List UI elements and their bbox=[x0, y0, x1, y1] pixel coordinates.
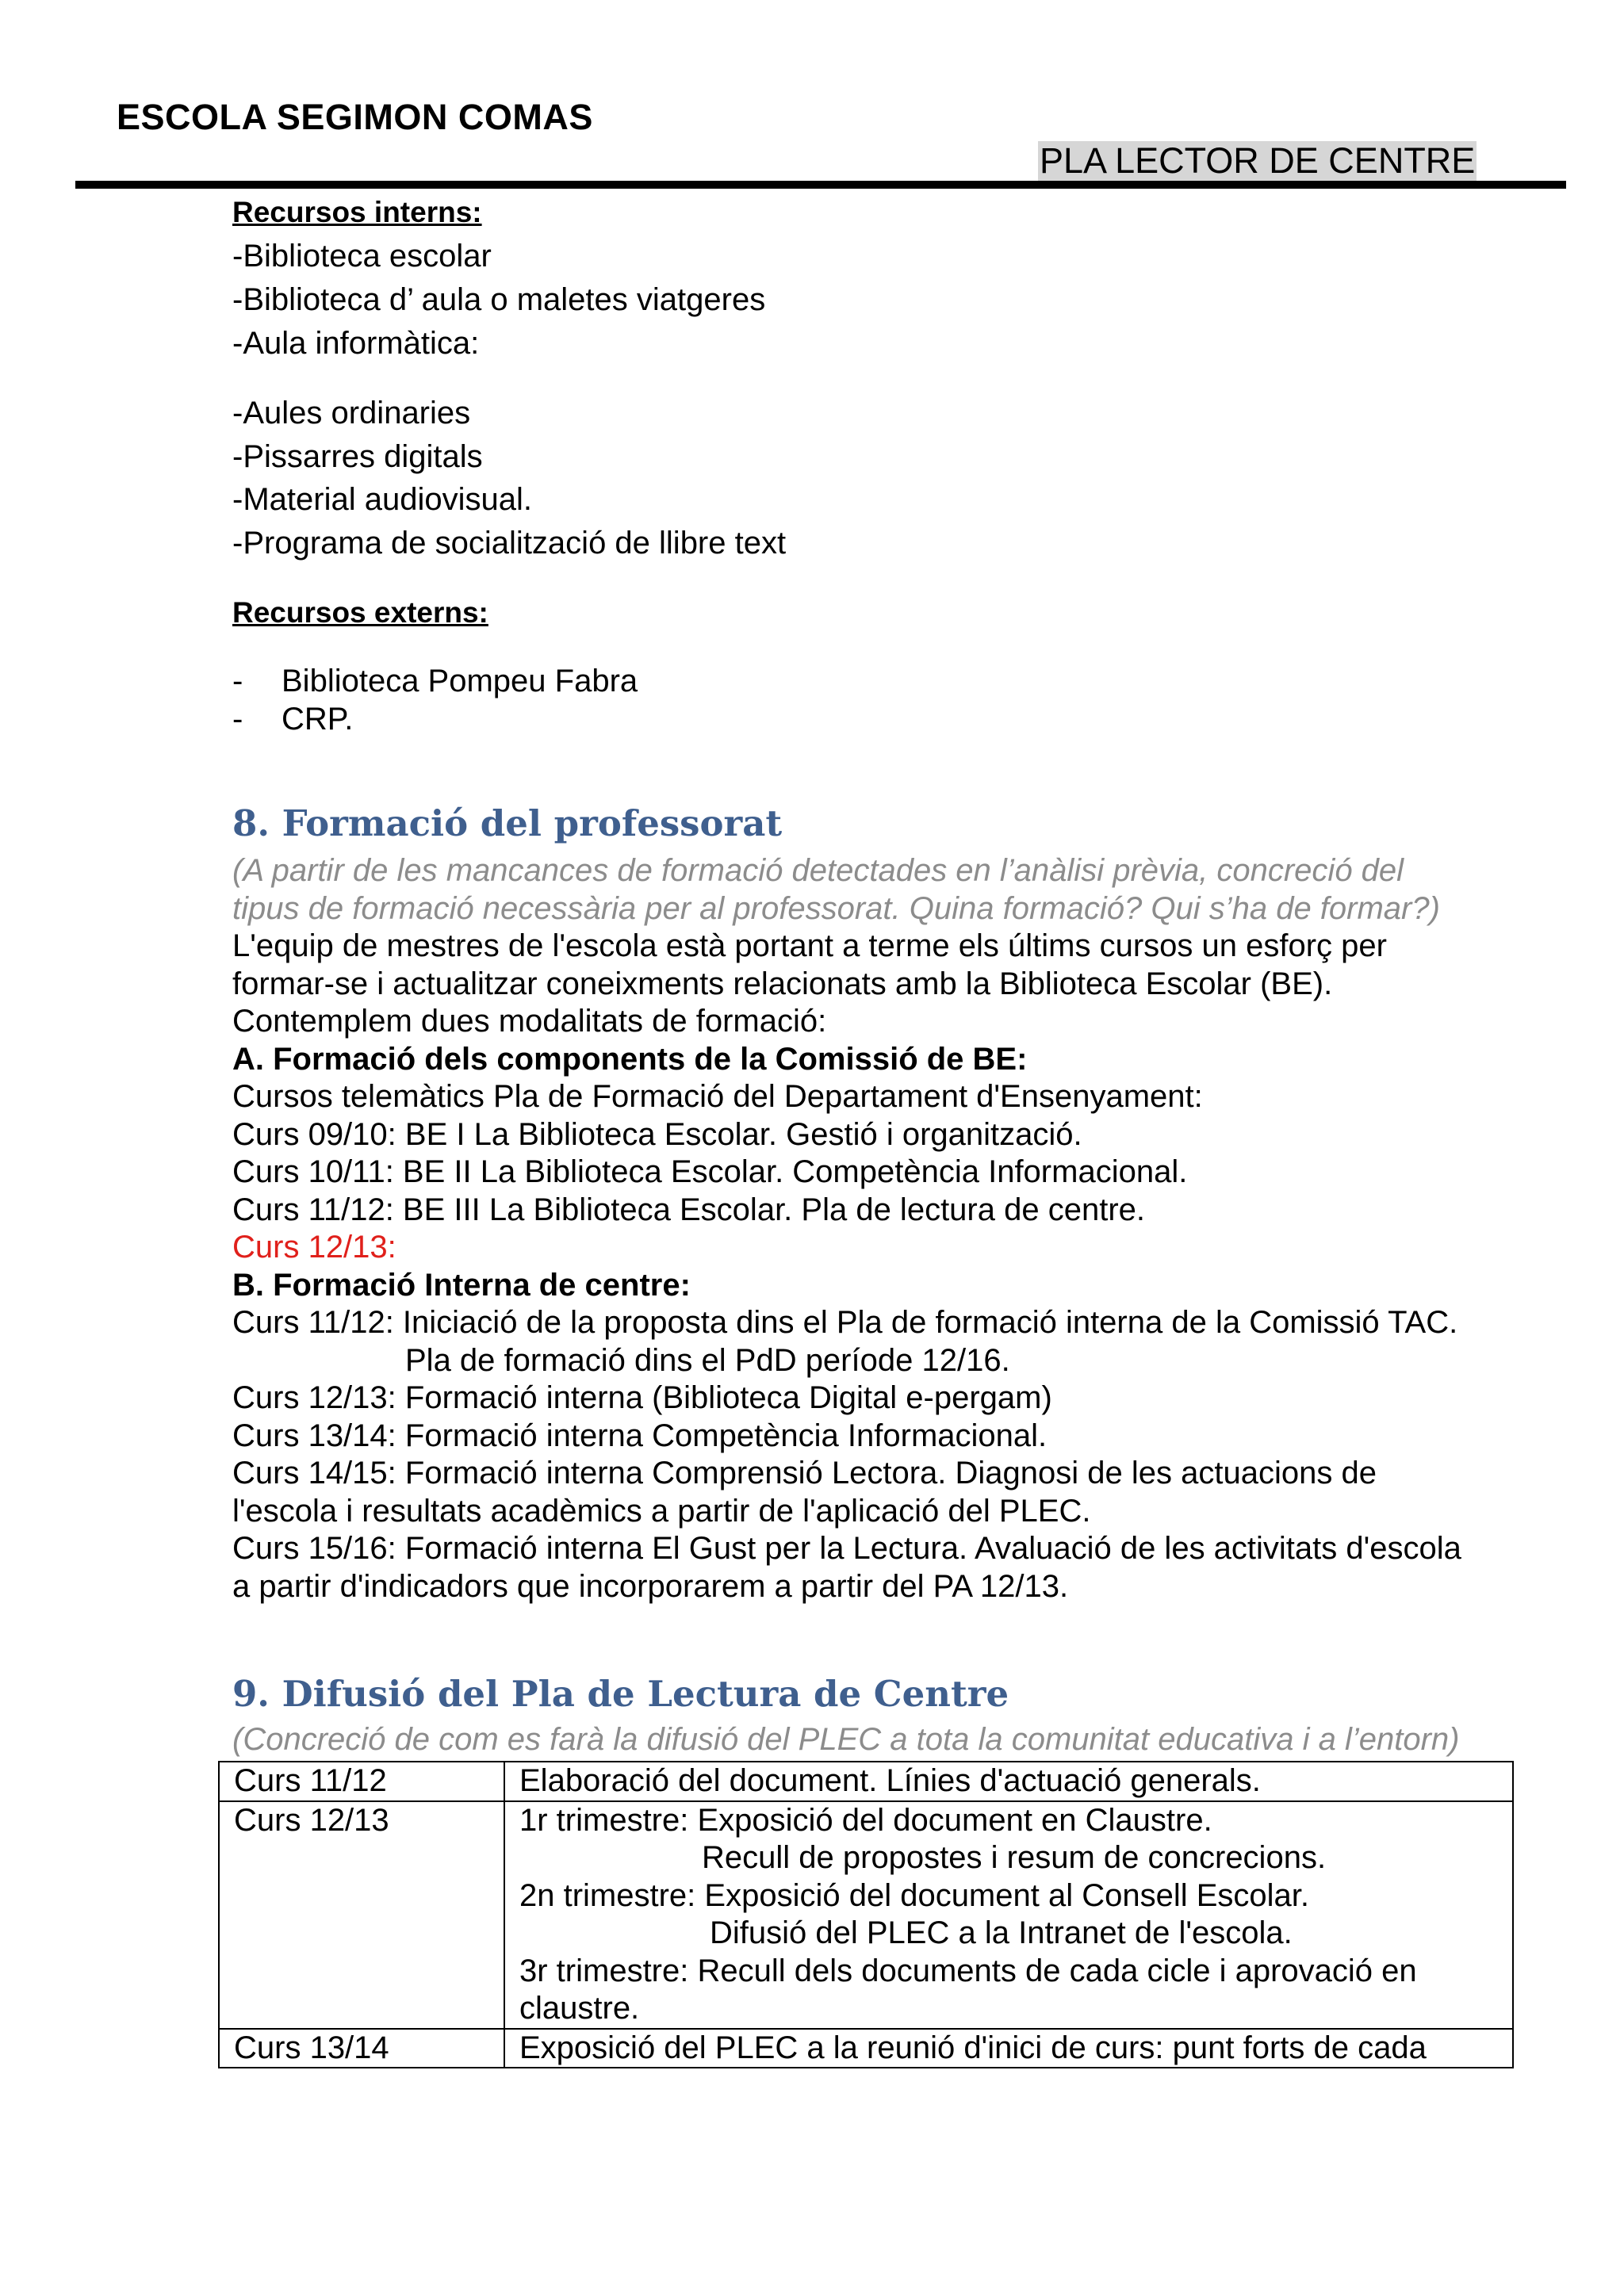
action-line: claustre. bbox=[519, 1991, 640, 2026]
internal-resource-item: -Biblioteca escolar bbox=[232, 239, 492, 274]
action-line: 1r trimestre: Exposició del document en Claustre. bbox=[519, 1802, 1212, 1838]
action-line: 2n trimestre: Exposició del document al Consell Escolar. bbox=[519, 1877, 1310, 1913]
section-9-hint: (Concreció de com es farà la difusió del PLEC a tota la comunitat educativa i a l’entorn) bbox=[232, 1722, 1460, 1757]
external-dash: - bbox=[232, 664, 243, 698]
header-rule bbox=[75, 181, 1566, 189]
hint-line: tipus de formació necessària per al professorat. Quina formació? Qui s’ha de formar?) bbox=[232, 890, 1440, 926]
school-name: ESCOLA SEGIMON COMAS bbox=[117, 97, 593, 137]
course-line: Curs 11/12: Iniciació de la proposta dins el Pla de formació interna de la Comissió TAC. bbox=[232, 1305, 1458, 1340]
table-cell-actions bbox=[504, 2029, 1513, 2068]
diffusion-table bbox=[218, 1761, 1514, 2068]
internal-resource-item: -Biblioteca d’ aula o maletes viatgeres bbox=[232, 282, 766, 317]
table-row bbox=[219, 1762, 1513, 1801]
course-line: Curs 14/15: Formació interna Comprensió Lectora. Diagnosi de les actuacions de bbox=[232, 1456, 1377, 1490]
course-line-continued: Pla de formació dins el PdD període 12/16. bbox=[405, 1342, 1010, 1378]
hint-line: (A partir de les mancances de formació detectades en l’anàlisi prèvia, concreció del bbox=[232, 853, 1404, 888]
body-line: Contemplem dues modalitats de formació: bbox=[232, 1004, 827, 1039]
section-8-hint bbox=[232, 852, 1440, 928]
body-line: formar-se i actualitzar coneixments relacionats amb la Biblioteca Escolar (BE). bbox=[232, 966, 1333, 1001]
body-line: Cursos telemàtics Pla de Formació del Departament d'Ensenyament: bbox=[232, 1079, 1203, 1114]
action-line: 3r trimestre: Recull dels documents de cada cicle i aprovació en bbox=[519, 1953, 1417, 1988]
internal-resource-item: -Aula informàtica: bbox=[232, 326, 480, 361]
course-line: Curs 10/11: BE II La Biblioteca Escolar. Competència Informacional. bbox=[232, 1154, 1188, 1189]
section-9-heading: 9. Difusió del Pla de Lectura de Centre bbox=[232, 1673, 1009, 1715]
course-line-pending: Curs 12/13: bbox=[232, 1230, 396, 1265]
table-cell-year: Curs 12/13 bbox=[219, 1801, 504, 2029]
action-line: Difusió del PLEC a la Intranet de l'escola. bbox=[710, 1915, 1293, 1950]
course-line: l'escola i resultats acadèmics a partir de l'aplicació del PLEC. bbox=[232, 1493, 1091, 1529]
section-8-heading bbox=[232, 802, 782, 844]
subsection-a-title: A. Formació dels components de la Comissió de BE: bbox=[232, 1041, 1028, 1077]
course-line: Curs 15/16: Formació interna El Gust per la Lectura. Avaluació de les activitats d'escola bbox=[232, 1531, 1461, 1566]
external-dash: - bbox=[232, 702, 243, 737]
table-cell-actions bbox=[504, 1762, 1513, 1801]
course-line: Curs 11/12: BE III La Biblioteca Escolar. Pla de lectura de centre. bbox=[232, 1192, 1145, 1227]
table-row bbox=[219, 1801, 1513, 2029]
internal-resource-item: -Aules ordinaries bbox=[232, 396, 471, 430]
section-8-title: . Formació del professorat bbox=[257, 802, 783, 844]
table-cell-year: Curs 11/12 bbox=[219, 1762, 504, 1801]
body-line: L'equip de mestres de l'escola està portant a terme els últims cursos un esforç per bbox=[232, 928, 1387, 963]
table-cell-actions bbox=[504, 1801, 1513, 2029]
course-line: Curs 12/13: Formació interna (Biblioteca Digital e-pergam) bbox=[232, 1380, 1052, 1415]
table-cell-year: Curs 13/14 bbox=[219, 2029, 504, 2068]
external-resource-item: CRP. bbox=[282, 702, 354, 737]
section-8-number: 8 bbox=[232, 802, 258, 844]
action-line: Recull de propostes i resum de concrecions. bbox=[702, 1840, 1327, 1875]
plan-title: PLA LECTOR DE CENTRE bbox=[1040, 140, 1476, 181]
subsection-b-title: B. Formació Interna de centre: bbox=[232, 1267, 691, 1303]
internal-resource-item: -Programa de socialització de llibre text bbox=[232, 526, 787, 561]
action-line: Elaboració del document. Línies d'actuació generals. bbox=[519, 1763, 1261, 1798]
course-line: a partir d'indicadors que incorporarem a partir del PA 12/13. bbox=[232, 1568, 1069, 1604]
action-line: Exposició del PLEC a la reunió d'inici de curs: punt forts de cada bbox=[519, 2030, 1427, 2065]
external-resources-title: Recursos externs: bbox=[232, 596, 488, 629]
external-resource-item: Biblioteca Pompeu Fabra bbox=[282, 664, 638, 698]
section-8-body bbox=[232, 928, 1461, 1605]
internal-resource-item: -Material audiovisual. bbox=[232, 482, 532, 517]
internal-resources-title: Recursos interns: bbox=[232, 196, 482, 228]
course-line: Curs 09/10: BE I La Biblioteca Escolar. Gestió i organització. bbox=[232, 1116, 1082, 1152]
course-line: Curs 13/14: Formació interna Competència Informacional. bbox=[232, 1418, 1048, 1453]
internal-resource-item: -Pissarres digitals bbox=[232, 439, 483, 474]
table-row bbox=[219, 2029, 1513, 2068]
